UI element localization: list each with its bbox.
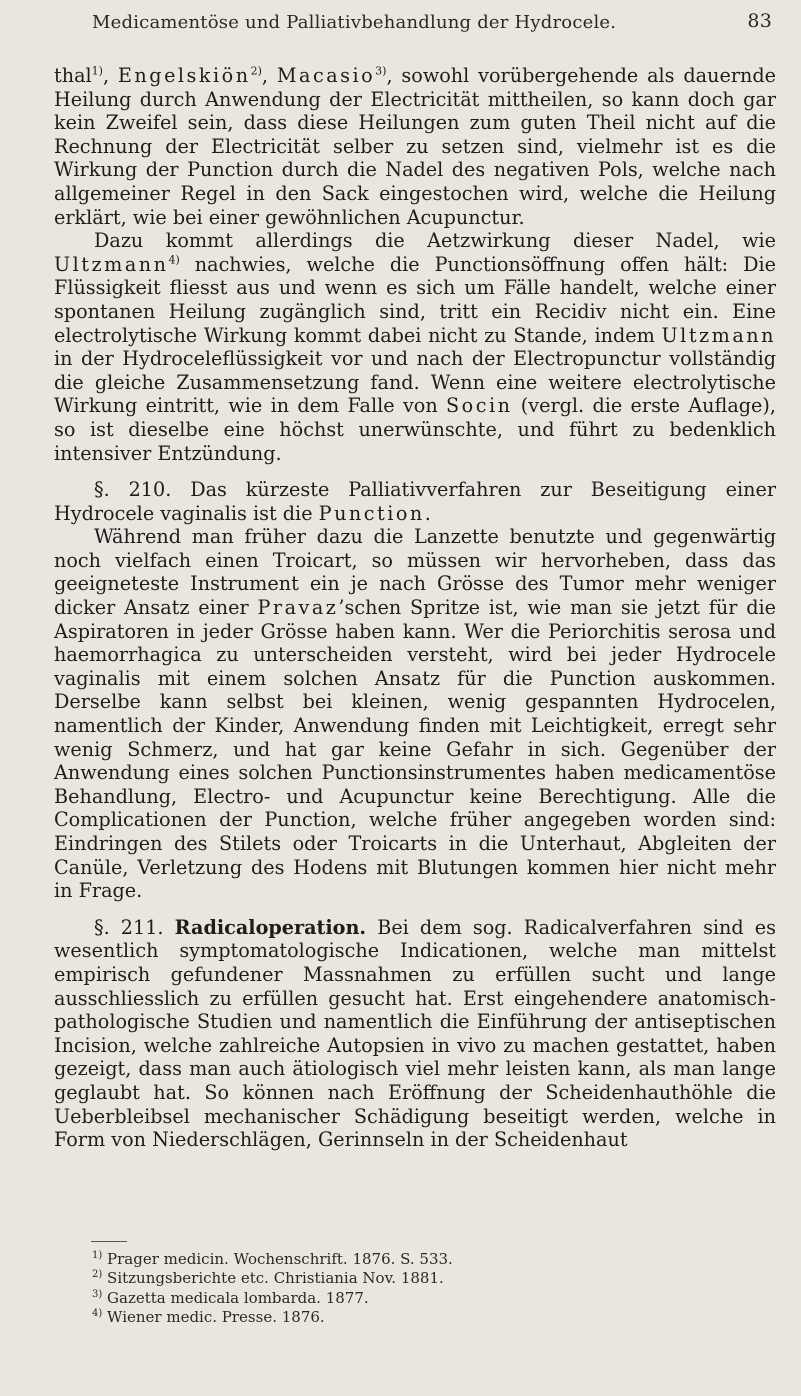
footnote <box>92 1289 652 1308</box>
running-title: Medicamentöse und Palliativbehandlung der Hydrocele. <box>92 12 617 33</box>
footnote-mark: 3) <box>92 1288 103 1300</box>
section-title: Radicaloperation. <box>174 915 367 939</box>
text-run: ’schen Spritze ist, wie man sie jetzt für die Aspiratoren in jeder Grösse haben kann. Wer die Periorchitis serosa und haemorrhagica zu unterscheiden versteht, wird bei jeder Hydrocele vaginalis mit einem solchen Ansatz für die Punction auskommen. Derselbe kann selbst bei kleinen, wenig gespannten Hydrocelen, namentlich der Kinder, Anwendung finden mit Leichtigkeit, erregt sehr wenig Schmerz, und hat gar keine Gefahr in sich. Gegenüber der Anwendung eines solchen Punctionsinstrumentes haben medicamentöse Behandlung, Electro- und Acupunctur keine Berechtigung. Alle die Complicationen der Punction, welche früher angegeben worden sind: Eindringen des Stilets oder Troicarts in die Unterhaut, Abgleiten der Canüle, Verletzung des Hodens mit Blutungen kommen hier nicht mehr in Frage. <box>54 596 776 903</box>
author-ultzmann: Ultzmann <box>661 323 776 347</box>
footnote-mark: 4) <box>92 1308 103 1320</box>
page-number: 83 <box>747 10 772 32</box>
text-run: , <box>261 64 277 87</box>
section-211 <box>54 916 776 1152</box>
text-run: Bei dem sog. Radicalverfahren sind es wesentlich symptomatologische Indicationen, welche man mittelst empirisch gefundener Massnahmen zu erfüllen sucht und lange ausschliesslich zu erfüllen gesucht hat. Erst eingehendere anatomisch-pathologische Studien und namentlich die Einführung der antiseptischen Incision, welche zahlreiche Autopsien in vivo zu machen gestattet, haben gezeigt, dass man auch ätiologisch viel mehr leisten kann, als man lange geglaubt hat. So können nach Eröffnung der Scheidenhauthöhle die Ueberbleibsel mechanischer Schädigung beseitigt werden, welche in Form von Niederschlägen, Gerinnseln in der Scheidenhaut <box>54 915 777 1152</box>
text-run: , <box>102 64 118 87</box>
body-text <box>54 64 776 1152</box>
text-run: Dazu kommt allerdings die Aetzwirkung dieser Nadel, wie <box>94 229 776 253</box>
footnote-ref: 3) <box>375 64 387 78</box>
footnote-ref: 4) <box>168 253 180 267</box>
paragraph-electricity <box>54 64 776 229</box>
term-punction: Punction <box>318 501 425 525</box>
text-run: §. 210. Das kürzeste Palliativverfahren zur Beseitigung einer Hydrocele vaginalis ist die <box>54 478 776 525</box>
footnote <box>92 1250 652 1269</box>
section-210 <box>54 478 776 525</box>
footnote-mark: 1) <box>92 1250 103 1261</box>
footnote-ref: 1) <box>91 64 103 78</box>
paragraph-punction-instrument <box>54 525 776 903</box>
text-run: Während man früher dazu die Lanzette benutzte und gegenwärtig noch vielfach einen Troicart, so müssen wir hervorheben, dass das geeigneteste Instrument ein je nach Grösse des Tumor mehr weniger dicker Ansatz einer <box>54 525 776 620</box>
footnote-mark: 2) <box>92 1269 103 1281</box>
author-socin: Socin <box>446 394 513 418</box>
author-engelskion: Engelskiön <box>117 64 251 87</box>
author-ultzmann: Ultzmann <box>54 252 169 276</box>
footnote-text: Prager medicin. Wochenschrift. 1876. S. 533. <box>107 1250 453 1268</box>
section-number: §. 211. <box>94 915 164 939</box>
footnote-text: Sitzungsberichte etc. Christiania Nov. 1881. <box>107 1269 444 1288</box>
author-macasio: Macasio <box>276 64 376 87</box>
footnote <box>92 1269 652 1288</box>
text-run: thal <box>54 64 92 87</box>
footnote-divider <box>91 1241 127 1242</box>
paragraph-aetzwirkung <box>54 229 776 465</box>
footnote <box>92 1308 652 1327</box>
text-run: , sowohl vorübergehende als dauernde Heilung durch Anwendung der Electricität mittheilen, so kann doch gar kein Zweifel sein, dass diese Heilungen zum guten Theil nicht auf die Rechnung der Electricität selber zu setzen sind, vielmehr ist es die Wirkung der Punction durch die Nadel des negativen Pols, welche nach allgemeiner Regel in den Sack eingestochen wird, welche die Heilung erklärt, wie bei einer gewöhnlichen Acupunctur. <box>54 64 776 229</box>
footnote-text: Wiener medic. Presse. 1876. <box>107 1308 325 1327</box>
text-run: in der Hydroceleflüssigkeit vor und nach der Electropunctur vollständig die gleiche Zusammensetzung fand. Wenn eine weitere electrolytische Wirkung eintritt, wie in dem Falle von <box>54 347 776 418</box>
footnote-ref: 2) <box>250 64 262 78</box>
running-header <box>92 6 772 36</box>
footnotes <box>92 1250 652 1328</box>
text-run: . <box>424 501 431 525</box>
text-run: nachwies, welche die Punctionsöffnung offen hält: Die Flüssigkeit fliesst aus und wenn es sich um Fälle handelt, welche einer spontanen Heilung zugänglich sind, tritt ein Recidiv nicht ein. Eine electrolytische Wirkung kommt dabei nicht zu Stande, indem <box>54 252 776 347</box>
footnote-text: Gazetta medicala lombarda. 1877. <box>107 1288 369 1307</box>
text-run: (vergl. die erste Auflage), so ist dieselbe eine höchst unerwünschte, und führt zu bedenklich intensiver Entzündung. <box>54 394 776 465</box>
author-pravaz: Pravaz <box>257 596 339 620</box>
